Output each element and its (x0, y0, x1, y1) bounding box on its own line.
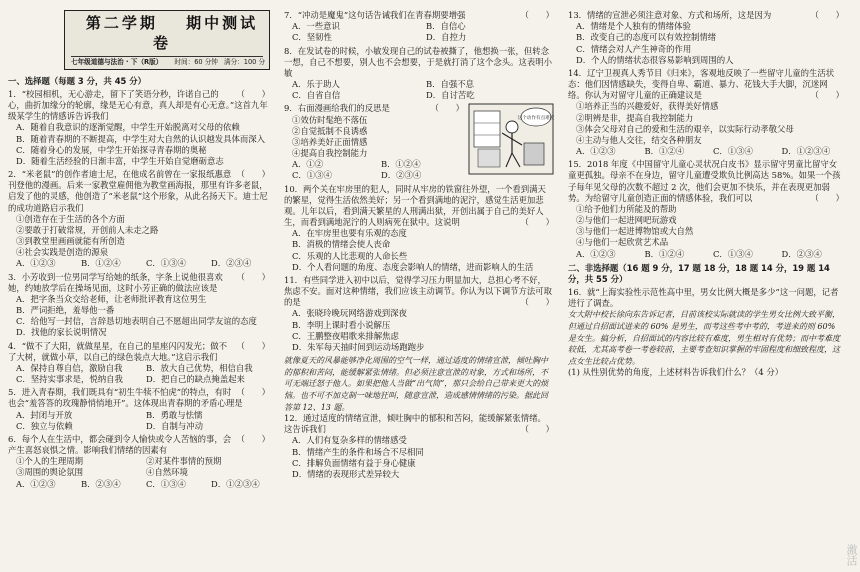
option: B．①②④ (644, 146, 685, 157)
option: C．排解负面情绪有益于身心健康 (292, 457, 416, 468)
cartoon-illustration (468, 103, 554, 175)
option: A．①②③ (16, 478, 56, 489)
question-stem: 12．通过适度的情绪宣泄，倾吐胸中的郁积和苦闷，能缓解紧张情绪。这告诉我们 (284, 413, 546, 435)
item: ②与他们一起进网吧玩游戏 (576, 215, 677, 226)
option: D．自制与冲动 (146, 420, 203, 431)
option: A．随着自我意识的逐渐觉醒，中学生开始脱离对父母的依赖 (16, 122, 240, 133)
item: ①效仿时髦绝不落伍 (292, 114, 368, 125)
answer-blank: （ ） (236, 340, 270, 351)
option: B．李明上课时看小说解压 (292, 319, 391, 330)
title-right: 期中测试卷 (152, 14, 259, 52)
option: C．情绪会对人产生神奇的作用 (576, 43, 692, 54)
option: A．张晓玲晚玩网络游戏到深夜 (292, 308, 407, 319)
item: ③体会父母对自己的爱和生活的艰辛，以实际行动孝敬父母 (576, 123, 794, 134)
option: D．②③④ (211, 258, 252, 269)
sub-question: (1) 从性别优势的角度，上述材料告诉我们什么？（4 分） (568, 367, 784, 378)
option: D．朱军每天抽时间到运动场跑跑步 (292, 341, 425, 352)
question-1 (8, 89, 270, 167)
option: A．一些意识 (292, 21, 340, 32)
item: ②自觉抵制不良诱惑 (292, 125, 368, 136)
question-stem: 10．两个关在牢房里的犯人，同时从牢房的铁窗往外望，一个看到满天的繁星，觉得生活依然美好；另一个看到满地的泥泞，感觉生活更加悲观。儿年以后，看到满天繁星的人刑满出狱，开创出属于自己的美好人生，而看到满地泥泞的人则病死在狱中。这说明 (284, 183, 546, 228)
option: B．①②④ (381, 159, 421, 170)
option: B．情绪产生的条件和场合不尽相同 (292, 446, 424, 457)
option: B．①②④ (81, 258, 121, 269)
option: D．个人的情绪状态很容易影响到周围的人 (576, 54, 734, 65)
question-10 (284, 184, 554, 273)
question-3 (8, 272, 270, 339)
option: B．严词拒绝，羞辱他一番 (16, 305, 115, 316)
question-stem: 2．“米老鼠”的创作者迪士尼，在他成名前曾在一家报纸惠意刊登他的漫画。后来一家教堂雇佣他为教堂画海报，那里有许多老鼠，启发了他的灵感，他创造了“米老鼠”这个形象，从此名扬天下。迪士尼的成功道路启示我们 (8, 169, 268, 213)
option: C．随着身心的发展，中学生开始探寻青春期的奥秘 (16, 144, 207, 155)
option: C．①③④ (292, 170, 332, 181)
cartoon-figure (468, 103, 554, 175)
section-title: 一、选择题（每题 3 分，共 45 分） (8, 75, 147, 86)
exam-score: 满分：100 分 (224, 57, 266, 66)
question-stem: 3．小芳收到一位男同学写给她的纸条，字条上说他很喜欢她，约她放学后在操场见面，这时小芳正确的做法应该是 (8, 271, 223, 293)
question-8 (284, 46, 554, 102)
question-stem: 13．情绪的宣泄必须注意对象、方式和场所，这是因为 (568, 10, 772, 20)
option: B．随着青春期的不断提高，中学生对大自然的认识越发具体而深入 (16, 133, 266, 144)
answer-blank: （ ） (430, 103, 464, 114)
question-stem: 11．有些同学进入初中以后，觉得学习压力明显加大，总担心考不好，焦虑不安。面对这种情绪，我们应该主动调节。你认为以下调节方法可取的是 (284, 274, 552, 308)
option: A．①②③ (576, 248, 616, 259)
answer-blank: （ ） (810, 10, 844, 20)
question-4 (8, 341, 270, 386)
option: B．①②④ (644, 248, 685, 259)
exam-subject: 七年级道德与法治 · 下（R版） (71, 57, 163, 66)
option: C．①③④ (146, 258, 186, 269)
question-stem: 15．2018 年度《中国留守儿童心灵状况白皮书》显示留守男童比留守女童更孤独。母亲不在身边，留守儿童遭受欺负比例高达 58%。如果一个孩子每年见父母的次数不超过 2 次，他们会更加不快乐，并在表现更加弱势。为给留守儿童创造正面的情感体验，我们可以 (568, 159, 841, 203)
option: B．勇敢与怯懦 (146, 409, 203, 420)
option: B．消极的情绪会使人丧命 (292, 239, 391, 250)
option: A．人们有复杂多样的情绪感受 (292, 435, 407, 446)
option: C．乐观的人比悲观的人命长些 (292, 250, 408, 261)
option: A．把字条当众交给老师，让老师批评教育这位男生 (16, 293, 207, 304)
title-left: 第二学期 (85, 14, 158, 32)
item: ④社会实践是创造的源泉 (16, 247, 109, 258)
answer-blank: （ ） (236, 169, 270, 180)
exam-title (71, 14, 263, 54)
option: D．找他的家长说明情况 (16, 327, 107, 338)
option: D．把自己的缺点掩盖起来 (146, 374, 245, 385)
option: A．①② (292, 159, 324, 170)
item: ③培养美好正面情感 (292, 136, 368, 147)
question-2 (8, 169, 270, 270)
answer-blank: （ ） (236, 387, 270, 398)
question-stem: 1．“校园相机，无心游走，留下了笑语分秒，许诺自己的心，曲折加缘分的轮廓，缘是无心有意，真人却是有心无意。”这首九年级某学生的情感诉告诉我们 (8, 88, 268, 122)
answer-blank: （ ） (236, 433, 270, 444)
option: D．情绪的表现形式差异较大 (292, 468, 400, 479)
option: C．给他写一封信，言辞恳切地表明自己不愿超出同学友谊的态度 (16, 316, 257, 327)
exam-header (64, 10, 270, 70)
question-6 (8, 434, 270, 490)
question-stem: 4．“做不了大阳，就做星星，在自己的星座闪闪发光；做不了大树，就做小草，以自己的绿色装点大地。”这启示我们 (8, 340, 227, 362)
column-1 (8, 10, 270, 570)
option: C．①③④ (713, 248, 753, 259)
option: D．②③④ (781, 248, 822, 259)
question-7 (284, 10, 554, 44)
reading-passage: 就像夏天的风暴能够净化周围的空气一样，通过适度的情绪宣泄，倾吐胸中的郁积和苦闷，能缓解紧张情绪。但必须注意宣泄的对象，方式和场所，不可无端迁怒于他人。如果把他人当做“出气筒”，那只会给自己带来更大的烦恼。也不可不加克制一味地狂叫，随意宣泄，造成感情情绪的污染。据此回答第 12、13 题。 (284, 356, 549, 412)
option: B．自信心 (426, 21, 466, 32)
option: A．①②③ (576, 146, 616, 157)
section-title: 二、非选择题（16 题 9 分，17 题 18 分，18 题 14 分，19 题 14 分，共 55 分） (568, 262, 830, 284)
item: ④提高自我控制能力 (292, 148, 368, 159)
question-material: 女大附中校长徐向东告诉记者，目前该校实际就读的学生男女比例大致平衡，但通过自招面试进来的 60% 是男生，而考这些考中考的，考进来的则 60% 是女生。搞分析，自招面试的内容比较有难度，男生相对有优势；而中考难度较低，尤其高考卷一考卷较前，主要考查知识掌握的牢固程度和细致程度，这点女生比较占优势。 (568, 310, 840, 366)
option: D．自控力 (426, 32, 467, 43)
option: A．保持自尊自信，激励自我 (16, 362, 123, 373)
question-stem: 6．每个人在生活中，都会碰到令人愉快或令人苦恼的事，会产生喜怒哀惧之情。影响我们情绪的因素有 (8, 433, 232, 456)
option: B．②③④ (81, 478, 121, 489)
question-12 (284, 413, 554, 480)
item: ④自然环境 (146, 467, 188, 478)
question-15 (568, 159, 844, 260)
answer-blank: （ ） (236, 88, 270, 99)
item: ②要敢于打破常规，开创前人未走之路 (16, 224, 159, 235)
answer-blank: （ ） (810, 192, 844, 203)
answer-blank: （ ） (520, 424, 554, 435)
item: ①培养正当的兴趣爱好，获得美好情感 (576, 101, 719, 112)
cartoon-caption: 这个动作有点难度 (517, 116, 554, 122)
item: ③到教堂里画画就能有所创造 (16, 236, 125, 247)
option: C．坚韧性 (292, 32, 332, 43)
option: C．独立与依赖 (16, 420, 73, 431)
item: ④主动与他人交往，结交各种朋友 (576, 134, 702, 145)
question-9 (284, 103, 554, 181)
item: ①给予他们力所能及的帮助 (576, 203, 677, 214)
question-14 (568, 68, 844, 157)
option: D．随着生活经验的日渐丰富，中学生开始自觉磨砺意志 (16, 155, 224, 166)
item: ②明辨是非，提高自我控制能力 (576, 112, 694, 123)
exam-time: 时间：60 分钟 (174, 57, 218, 66)
option: A．情绪是个人独有的情绪体验 (576, 21, 691, 32)
item: ④与他们一起欣赏艺术品 (576, 237, 669, 248)
option: C．①③④ (713, 146, 753, 157)
option: B．改变自己的态度可以有效控制情绪 (576, 32, 717, 43)
question-stem: 8．在发试卷的时候，小敏发现自己的试卷被撕了，他想换一张，但转念一想，自己不想要，别人也不会想要，于是就打消了这个念头。这表明小敏 (284, 45, 552, 78)
question-16 (568, 287, 844, 378)
question-11 (284, 275, 554, 353)
option: D．①②③④ (211, 478, 260, 489)
exam-meta (71, 56, 266, 67)
item: ②对某件事情的预期 (146, 456, 222, 467)
option: C．坚持实事求是，悦纳自我 (16, 374, 123, 385)
option: C．王鹏整夜唱歌来排解焦虑 (292, 330, 399, 341)
column-3 (568, 10, 844, 570)
watermark: 激活 (845, 544, 858, 566)
answer-blank: （ ） (520, 217, 554, 228)
option: B．自强不息 (426, 79, 475, 90)
answer-blank: （ ） (236, 271, 270, 282)
option: D．②③④ (381, 170, 422, 181)
item: ①创造存在于生活的各个方面 (16, 213, 125, 224)
option: A．封闭与开放 (16, 409, 73, 420)
question-stem: 16．就“上海实验性示范性高中里，男女比例大概是多少”这一问题，记者进行了调查。 (568, 287, 839, 309)
option: B．放大自己优势，相信自我 (146, 362, 253, 373)
question-stem: 14．辽宁卫视真人秀节目《归来》，客观地反映了一些留守儿童的生活状态：他们因情感缺失，变得自卑、霸道、暴力、花钱大手大脚，沉迷网络。你认为对留守儿童的正确建议是 (568, 67, 835, 101)
item: ③周围的舆论氛围 (16, 467, 83, 478)
answer-blank: （ ） (810, 90, 844, 101)
question-stem: 7．“冲动是魔鬼”这句话告诫我们在青春期要增强 (284, 10, 466, 20)
question-13 (568, 10, 844, 66)
answer-blank: （ ） (520, 297, 554, 308)
option: A．在牢房里也要有乐观的态度 (292, 228, 407, 239)
option: C．自省自信 (292, 90, 341, 101)
option: A．乐于助人 (292, 79, 340, 90)
option: A．①②③ (16, 258, 56, 269)
question-stem: 5．进入青春期，我们既具有“初生牛犊不怕虎”的特点，有时也会“羞答答的玫瑰静悄悄地开”。这体现出青春期的矛盾心理是 (8, 387, 243, 409)
answer-blank: （ ） (520, 10, 554, 20)
binding-margin (0, 0, 6, 572)
question-stem: 9．右面漫画给我们的反思是 (284, 103, 390, 114)
option: C．①③④ (146, 478, 186, 489)
column-2 (284, 10, 554, 570)
item: ③与他们一起进博物馆或大自然 (576, 226, 694, 237)
option: D．个人看问题的角度、态度会影响人的情绪，进而影响人的生活 (292, 261, 534, 272)
option: D．①②③④ (781, 146, 831, 157)
option: D．自讨苦吃 (426, 90, 475, 101)
question-5 (8, 387, 270, 432)
item: ①个人的生理周期 (16, 456, 83, 467)
